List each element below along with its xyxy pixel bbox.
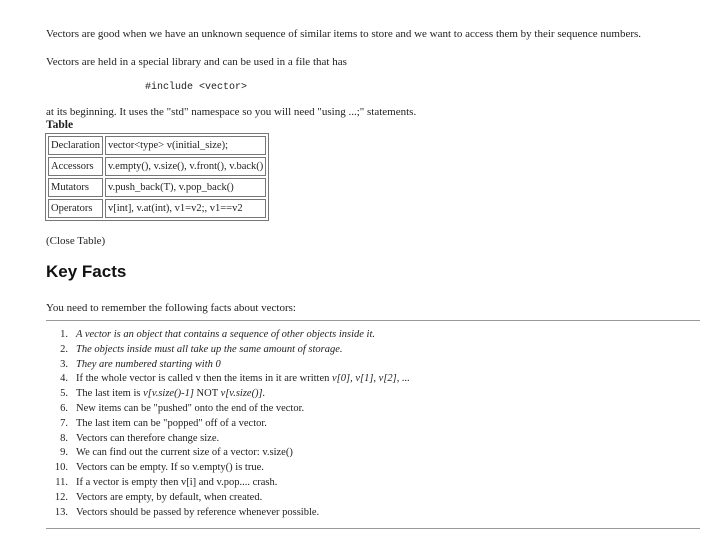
item-number: 12. (54, 491, 68, 503)
list-item (46, 432, 410, 447)
item-code: v[0], v[1], v[2], ... (332, 373, 410, 385)
key-facts-intro: You need to remember the following facts about vectors: (46, 302, 296, 314)
item-number: 9. (60, 447, 68, 459)
row-label: Operators (48, 199, 103, 218)
list-item (46, 461, 410, 476)
item-number: 3. (60, 358, 68, 370)
item-text: If a vector is empty then v[i] and v.pop.... crash. (76, 476, 278, 488)
list-item (46, 372, 410, 387)
row-label: Accessors (48, 157, 103, 176)
row-value: v[int], v.at(int), v1=v2;, v1==v2 (105, 199, 266, 218)
item-number: 10. (54, 462, 68, 474)
vector-operations-table (45, 133, 269, 221)
key-facts-heading: Key Facts (46, 262, 127, 281)
item-text: A vector is an object that contains a sequence of other objects inside it. (76, 329, 375, 340)
table-row (48, 136, 266, 155)
item-text: The objects inside must all take up the same amount of storage. (76, 343, 343, 355)
table-row (48, 178, 266, 197)
row-value: vector<type> v(initial_size); (105, 136, 266, 155)
item-text: Vectors should be passed by reference whenever possible. (76, 506, 320, 518)
table-title: Table (46, 119, 74, 131)
item-text: Vectors can be empty. If so v.empty() is true. (76, 462, 264, 474)
item-number: 6. (60, 402, 68, 414)
close-table-link[interactable]: (Close Table) (46, 235, 106, 247)
item-number: 8. (60, 432, 68, 444)
list-item (46, 358, 410, 373)
table-row (48, 199, 266, 218)
row-value: v.empty(), v.size(), v.front(), v.back() (105, 157, 266, 176)
item-text: The last item is (76, 388, 144, 400)
include-code-line: #include <vector> (145, 82, 248, 93)
item-number: 13. (54, 506, 68, 518)
key-facts-list (46, 328, 410, 520)
horizontal-rule-top (46, 320, 700, 321)
row-label: Mutators (48, 178, 103, 197)
row-value: v.push_back(T), v.pop_back() (105, 178, 266, 197)
item-code-wrong: v[v.size()]. (220, 388, 266, 400)
item-text-not: NOT (193, 388, 221, 400)
item-code: v[v.size()-1] (143, 388, 194, 400)
item-number: 1. (60, 329, 68, 340)
item-number: 11. (55, 476, 68, 488)
item-text: The last item can be "popped" off of a vector. (76, 417, 267, 429)
item-text: They are numbered starting with 0 (76, 358, 221, 370)
item-number: 4. (60, 373, 68, 385)
item-number: 5. (60, 388, 68, 400)
item-text: We can find out the current size of a vector: v.size() (76, 447, 293, 459)
item-text: Vectors can therefore change size. (76, 432, 220, 444)
list-item (46, 476, 410, 491)
item-text: New items can be "pushed" onto the end of the vector. (76, 402, 305, 414)
intro-paragraph-1: Vectors are good when we have an unknown sequence of similar items to store and we want to access them by their sequence numbers. (46, 28, 642, 40)
list-item (46, 387, 410, 402)
list-item (46, 446, 410, 461)
list-item (46, 343, 410, 358)
horizontal-rule-bottom (46, 528, 700, 529)
row-label: Declaration (48, 136, 103, 155)
intro-paragraph-3: at its beginning. It uses the "std" namespace so you will need "using ...;" statements. (46, 106, 417, 118)
list-item (46, 506, 410, 521)
list-item (46, 417, 410, 432)
list-item (46, 491, 410, 506)
table-row (48, 157, 266, 176)
intro-paragraph-2: Vectors are held in a special library and can be used in a file that has (46, 56, 347, 68)
list-item (46, 402, 410, 417)
item-number: 7. (60, 417, 68, 429)
item-text: Vectors are empty, by default, when created. (76, 491, 263, 503)
list-item (46, 328, 410, 343)
item-text: If the whole vector is called v then the items in it are written (76, 373, 332, 385)
item-number: 2. (60, 343, 68, 355)
